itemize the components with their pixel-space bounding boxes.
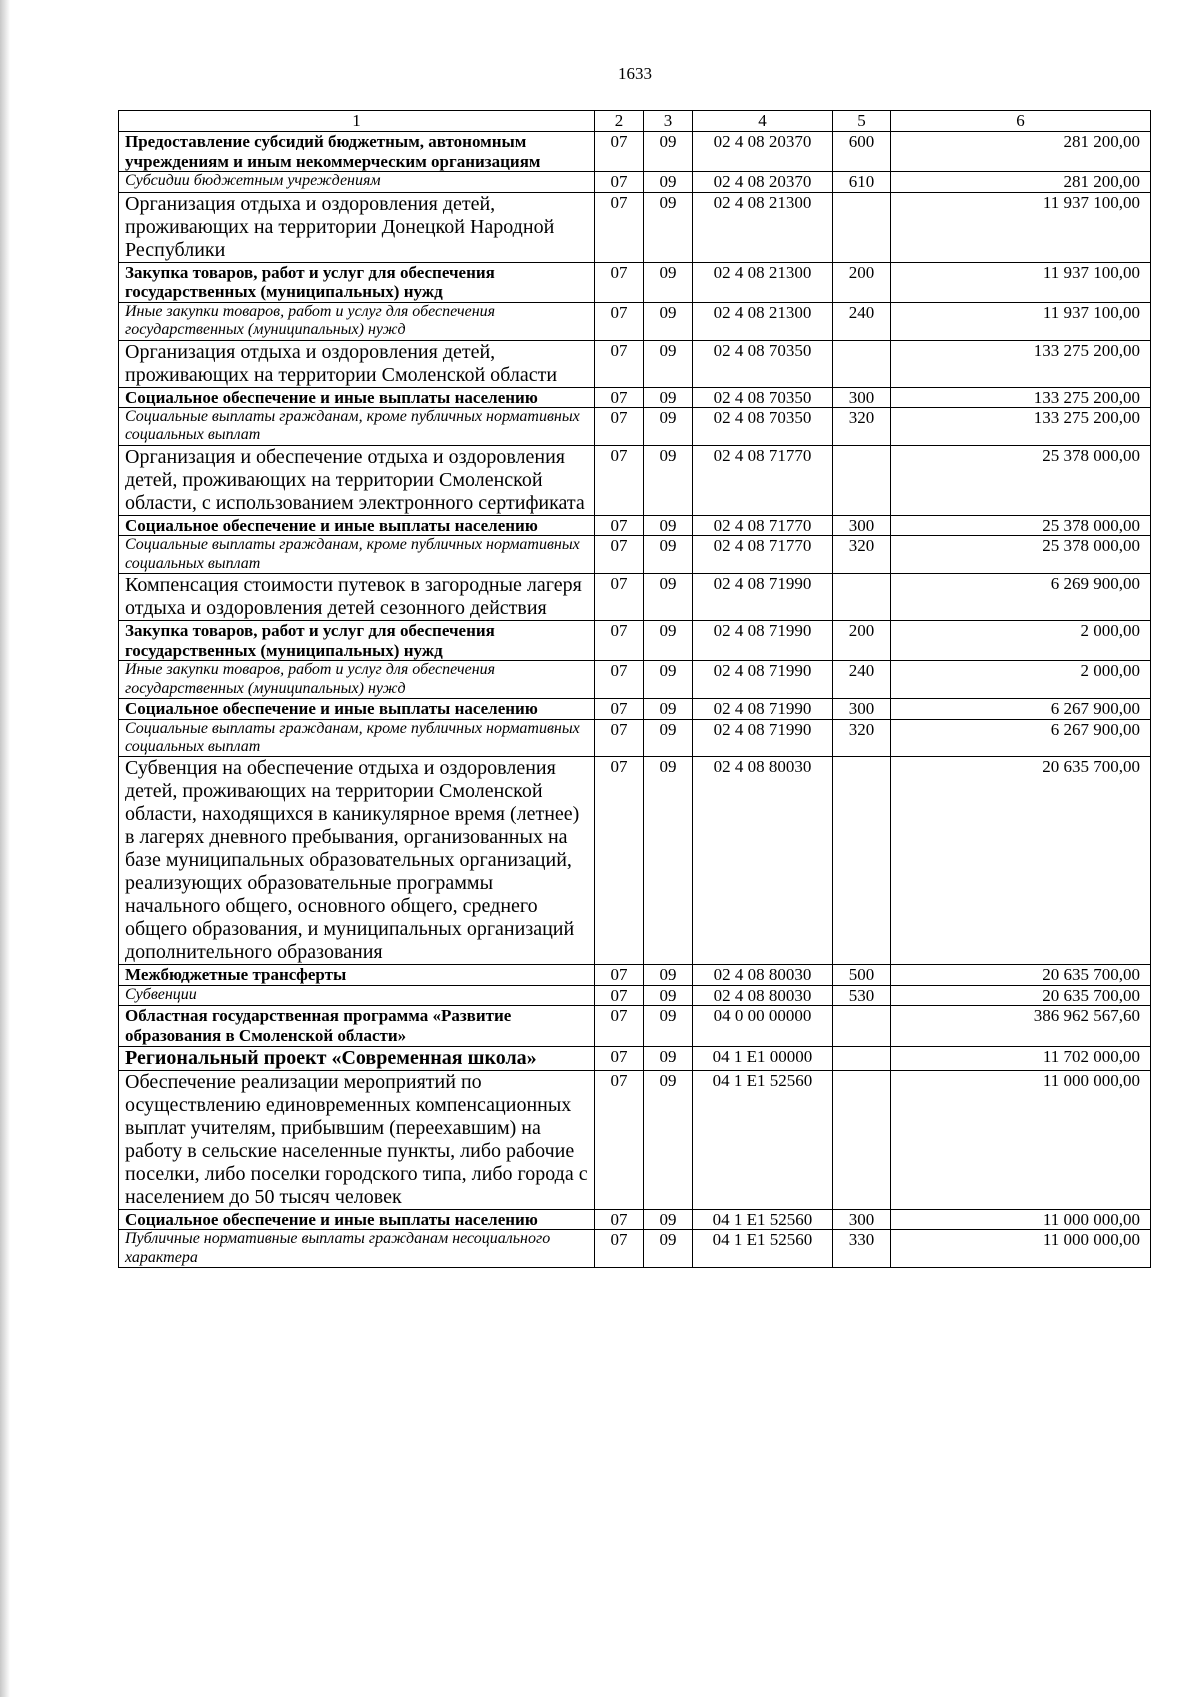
row-target-article-cell: 02 4 08 21300 bbox=[693, 192, 833, 262]
header-cell-6: 6 bbox=[891, 111, 1151, 132]
header-cell-5: 5 bbox=[833, 111, 891, 132]
row-section-cell: 07 bbox=[595, 1070, 644, 1209]
row-amount-cell: 20 635 700,00 bbox=[891, 985, 1151, 1006]
row-expense-type-cell: 300 bbox=[833, 515, 891, 536]
row-section-cell: 07 bbox=[595, 1230, 644, 1268]
row-amount-cell: 20 635 700,00 bbox=[891, 965, 1151, 986]
row-section-cell: 07 bbox=[595, 262, 644, 302]
row-expense-type-cell: 320 bbox=[833, 536, 891, 574]
table-row bbox=[119, 302, 1151, 340]
row-name-cell: Социальные выплаты гражданам, кроме публичных нормативных социальных выплат bbox=[119, 408, 595, 446]
table-row bbox=[119, 574, 1151, 621]
row-target-article-cell: 02 4 08 71770 bbox=[693, 536, 833, 574]
row-amount-cell: 25 378 000,00 bbox=[891, 445, 1151, 515]
row-section-cell: 07 bbox=[595, 574, 644, 621]
row-name-cell: Компенсация стоимости путевок в загородные лагеря отдыха и оздоровления детей сезонного действия bbox=[119, 574, 595, 621]
row-expense-type-cell: 320 bbox=[833, 408, 891, 446]
row-section-cell: 07 bbox=[595, 132, 644, 172]
row-amount-cell: 133 275 200,00 bbox=[891, 387, 1151, 408]
table-row bbox=[119, 132, 1151, 172]
page-number: 1633 bbox=[618, 64, 652, 83]
row-subsection-cell: 09 bbox=[644, 699, 693, 720]
row-section-cell: 07 bbox=[595, 408, 644, 446]
row-target-article-cell: 02 4 08 80030 bbox=[693, 965, 833, 986]
row-expense-type-cell bbox=[833, 192, 891, 262]
row-name-cell: Социальные выплаты гражданам, кроме публичных нормативных социальных выплат bbox=[119, 719, 595, 757]
row-subsection-cell: 09 bbox=[644, 262, 693, 302]
row-subsection-cell: 09 bbox=[644, 172, 693, 193]
row-target-article-cell: 02 4 08 71990 bbox=[693, 699, 833, 720]
table-row bbox=[119, 1070, 1151, 1209]
table-row bbox=[119, 719, 1151, 757]
row-subsection-cell: 09 bbox=[644, 387, 693, 408]
table-row bbox=[119, 408, 1151, 446]
row-target-article-cell: 02 4 08 21300 bbox=[693, 302, 833, 340]
row-subsection-cell: 09 bbox=[644, 340, 693, 387]
row-amount-cell: 20 635 700,00 bbox=[891, 757, 1151, 965]
row-section-cell: 07 bbox=[595, 445, 644, 515]
row-expense-type-cell: 530 bbox=[833, 985, 891, 1006]
table-row bbox=[119, 1209, 1151, 1230]
row-amount-cell: 386 962 567,60 bbox=[891, 1006, 1151, 1046]
row-amount-cell: 11 937 100,00 bbox=[891, 302, 1151, 340]
row-target-article-cell: 02 4 08 70350 bbox=[693, 387, 833, 408]
row-amount-cell: 25 378 000,00 bbox=[891, 536, 1151, 574]
row-amount-cell: 11 000 000,00 bbox=[891, 1070, 1151, 1209]
row-amount-cell: 11 000 000,00 bbox=[891, 1209, 1151, 1230]
row-expense-type-cell: 200 bbox=[833, 621, 891, 661]
row-expense-type-cell: 600 bbox=[833, 132, 891, 172]
row-section-cell: 07 bbox=[595, 340, 644, 387]
row-target-article-cell: 04 1 E1 52560 bbox=[693, 1209, 833, 1230]
table-row bbox=[119, 965, 1151, 986]
row-subsection-cell: 09 bbox=[644, 132, 693, 172]
row-name-cell: Социальное обеспечение и иные выплаты населению bbox=[119, 515, 595, 536]
header-cell-1: 1 bbox=[119, 111, 595, 132]
header-cell-3: 3 bbox=[644, 111, 693, 132]
row-expense-type-cell: 320 bbox=[833, 719, 891, 757]
row-expense-type-cell bbox=[833, 1006, 891, 1046]
table-row bbox=[119, 621, 1151, 661]
header-cell-4: 4 bbox=[693, 111, 833, 132]
row-subsection-cell: 09 bbox=[644, 192, 693, 262]
row-expense-type-cell: 610 bbox=[833, 172, 891, 193]
table-row bbox=[119, 515, 1151, 536]
table-row bbox=[119, 387, 1151, 408]
header-cell-2: 2 bbox=[595, 111, 644, 132]
row-target-article-cell: 04 1 E1 52560 bbox=[693, 1070, 833, 1209]
row-name-cell: Субсидии бюджетным учреждениям bbox=[119, 172, 595, 193]
row-name-cell: Областная государственная программа «Развитие образования в Смоленской области» bbox=[119, 1006, 595, 1046]
table-row bbox=[119, 192, 1151, 262]
row-section-cell: 07 bbox=[595, 1006, 644, 1046]
row-expense-type-cell: 240 bbox=[833, 302, 891, 340]
row-target-article-cell: 02 4 08 71990 bbox=[693, 574, 833, 621]
row-target-article-cell: 02 4 08 21300 bbox=[693, 262, 833, 302]
row-target-article-cell: 02 4 08 71990 bbox=[693, 661, 833, 699]
row-section-cell: 07 bbox=[595, 699, 644, 720]
row-name-cell: Закупка товаров, работ и услуг для обеспечения государственных (муниципальных) нужд bbox=[119, 621, 595, 661]
row-amount-cell: 281 200,00 bbox=[891, 132, 1151, 172]
row-subsection-cell: 09 bbox=[644, 302, 693, 340]
row-section-cell: 07 bbox=[595, 661, 644, 699]
row-name-cell: Межбюджетные трансферты bbox=[119, 965, 595, 986]
table-header-row bbox=[119, 111, 1151, 132]
row-name-cell: Организация и обеспечение отдыха и оздоровления детей, проживающих на территории Смоленской области, с использованием электронного сертификата bbox=[119, 445, 595, 515]
row-section-cell: 07 bbox=[595, 985, 644, 1006]
table-row bbox=[119, 262, 1151, 302]
row-amount-cell: 2 000,00 bbox=[891, 661, 1151, 699]
table-row bbox=[119, 1230, 1151, 1268]
row-section-cell: 07 bbox=[595, 172, 644, 193]
row-name-cell: Социальное обеспечение и иные выплаты населению bbox=[119, 387, 595, 408]
row-expense-type-cell bbox=[833, 340, 891, 387]
row-section-cell: 07 bbox=[595, 192, 644, 262]
row-expense-type-cell: 300 bbox=[833, 1209, 891, 1230]
row-subsection-cell: 09 bbox=[644, 445, 693, 515]
row-name-cell: Закупка товаров, работ и услуг для обеспечения государственных (муниципальных) нужд bbox=[119, 262, 595, 302]
row-subsection-cell: 09 bbox=[644, 965, 693, 986]
scan-edge-shadow bbox=[0, 0, 10, 1697]
row-name-cell: Организация отдыха и оздоровления детей, проживающих на территории Смоленской области bbox=[119, 340, 595, 387]
table-row bbox=[119, 340, 1151, 387]
row-expense-type-cell: 300 bbox=[833, 387, 891, 408]
row-section-cell: 07 bbox=[595, 719, 644, 757]
row-target-article-cell: 02 4 08 70350 bbox=[693, 408, 833, 446]
row-expense-type-cell: 500 bbox=[833, 965, 891, 986]
row-section-cell: 07 bbox=[595, 302, 644, 340]
row-name-cell: Субвенция на обеспечение отдыха и оздоровления детей, проживающих на территории Смоленской области, находящихся в каникулярное время (летнее) в лагерях дневного пребывания, организованных на базе муниципальных образовательных организаций, реализующих образовательные программы начального общего, основного общего, среднего общего образования, и муниципальных организаций дополнительного образования bbox=[119, 757, 595, 965]
row-target-article-cell: 02 4 08 71770 bbox=[693, 445, 833, 515]
row-target-article-cell: 02 4 08 20370 bbox=[693, 172, 833, 193]
row-target-article-cell: 04 0 00 00000 bbox=[693, 1006, 833, 1046]
row-amount-cell: 25 378 000,00 bbox=[891, 515, 1151, 536]
row-target-article-cell: 02 4 08 20370 bbox=[693, 132, 833, 172]
table-row bbox=[119, 1046, 1151, 1070]
row-expense-type-cell bbox=[833, 574, 891, 621]
row-name-cell: Социальное обеспечение и иные выплаты населению bbox=[119, 1209, 595, 1230]
row-expense-type-cell bbox=[833, 445, 891, 515]
row-section-cell: 07 bbox=[595, 387, 644, 408]
table-row bbox=[119, 445, 1151, 515]
row-subsection-cell: 09 bbox=[644, 1006, 693, 1046]
row-subsection-cell: 09 bbox=[644, 1209, 693, 1230]
table-row bbox=[119, 661, 1151, 699]
row-amount-cell: 6 267 900,00 bbox=[891, 699, 1151, 720]
row-target-article-cell: 04 1 E1 52560 bbox=[693, 1230, 833, 1268]
row-section-cell: 07 bbox=[595, 757, 644, 965]
row-section-cell: 07 bbox=[595, 1046, 644, 1070]
row-section-cell: 07 bbox=[595, 621, 644, 661]
row-name-cell: Региональный проект «Современная школа» bbox=[119, 1046, 595, 1070]
row-target-article-cell: 04 1 E1 00000 bbox=[693, 1046, 833, 1070]
row-name-cell: Иные закупки товаров, работ и услуг для обеспечения государственных (муниципальных) нужд bbox=[119, 302, 595, 340]
row-amount-cell: 6 269 900,00 bbox=[891, 574, 1151, 621]
row-amount-cell: 11 937 100,00 bbox=[891, 262, 1151, 302]
row-amount-cell: 281 200,00 bbox=[891, 172, 1151, 193]
row-target-article-cell: 02 4 08 71770 bbox=[693, 515, 833, 536]
row-subsection-cell: 09 bbox=[644, 1046, 693, 1070]
row-subsection-cell: 09 bbox=[644, 1070, 693, 1209]
row-subsection-cell: 09 bbox=[644, 757, 693, 965]
row-name-cell: Публичные нормативные выплаты гражданам несоциального характера bbox=[119, 1230, 595, 1268]
row-section-cell: 07 bbox=[595, 965, 644, 986]
table-row bbox=[119, 699, 1151, 720]
table-row bbox=[119, 985, 1151, 1006]
row-amount-cell: 133 275 200,00 bbox=[891, 340, 1151, 387]
row-expense-type-cell: 200 bbox=[833, 262, 891, 302]
row-name-cell: Социальные выплаты гражданам, кроме публичных нормативных социальных выплат bbox=[119, 536, 595, 574]
row-amount-cell: 11 937 100,00 bbox=[891, 192, 1151, 262]
row-amount-cell: 11 000 000,00 bbox=[891, 1230, 1151, 1268]
row-expense-type-cell bbox=[833, 1070, 891, 1209]
table-row bbox=[119, 1006, 1151, 1046]
row-subsection-cell: 09 bbox=[644, 719, 693, 757]
budget-table bbox=[118, 110, 1151, 1268]
row-subsection-cell: 09 bbox=[644, 408, 693, 446]
row-section-cell: 07 bbox=[595, 1209, 644, 1230]
row-expense-type-cell bbox=[833, 757, 891, 965]
row-amount-cell: 6 267 900,00 bbox=[891, 719, 1151, 757]
row-subsection-cell: 09 bbox=[644, 574, 693, 621]
row-name-cell: Предоставление субсидий бюджетным, автономным учреждениям и иным некоммерческим организациям bbox=[119, 132, 595, 172]
row-subsection-cell: 09 bbox=[644, 1230, 693, 1268]
row-target-article-cell: 02 4 08 71990 bbox=[693, 621, 833, 661]
row-name-cell: Субвенции bbox=[119, 985, 595, 1006]
budget-table-body bbox=[119, 111, 1151, 1268]
row-subsection-cell: 09 bbox=[644, 985, 693, 1006]
row-target-article-cell: 02 4 08 80030 bbox=[693, 757, 833, 965]
row-amount-cell: 2 000,00 bbox=[891, 621, 1151, 661]
row-target-article-cell: 02 4 08 80030 bbox=[693, 985, 833, 1006]
row-expense-type-cell: 300 bbox=[833, 699, 891, 720]
row-section-cell: 07 bbox=[595, 536, 644, 574]
row-subsection-cell: 09 bbox=[644, 661, 693, 699]
row-expense-type-cell: 330 bbox=[833, 1230, 891, 1268]
table-row bbox=[119, 536, 1151, 574]
row-expense-type-cell: 240 bbox=[833, 661, 891, 699]
row-name-cell: Социальное обеспечение и иные выплаты населению bbox=[119, 699, 595, 720]
row-subsection-cell: 09 bbox=[644, 515, 693, 536]
row-expense-type-cell bbox=[833, 1046, 891, 1070]
row-target-article-cell: 02 4 08 70350 bbox=[693, 340, 833, 387]
row-amount-cell: 133 275 200,00 bbox=[891, 408, 1151, 446]
row-name-cell: Организация отдыха и оздоровления детей, проживающих на территории Донецкой Народной Республики bbox=[119, 192, 595, 262]
row-amount-cell: 11 702 000,00 bbox=[891, 1046, 1151, 1070]
row-name-cell: Обеспечение реализации мероприятий по осуществлению единовременных компенсационных выплат учителям, прибывшим (переехавшим) на работу в сельские населенные пункты, либо рабочие поселки, либо поселки городского типа, либо города с населением до 50 тысяч человек bbox=[119, 1070, 595, 1209]
table-row bbox=[119, 172, 1151, 193]
row-name-cell: Иные закупки товаров, работ и услуг для обеспечения государственных (муниципальных) нужд bbox=[119, 661, 595, 699]
row-section-cell: 07 bbox=[595, 515, 644, 536]
row-target-article-cell: 02 4 08 71990 bbox=[693, 719, 833, 757]
table-row bbox=[119, 757, 1151, 965]
row-subsection-cell: 09 bbox=[644, 621, 693, 661]
row-subsection-cell: 09 bbox=[644, 536, 693, 574]
